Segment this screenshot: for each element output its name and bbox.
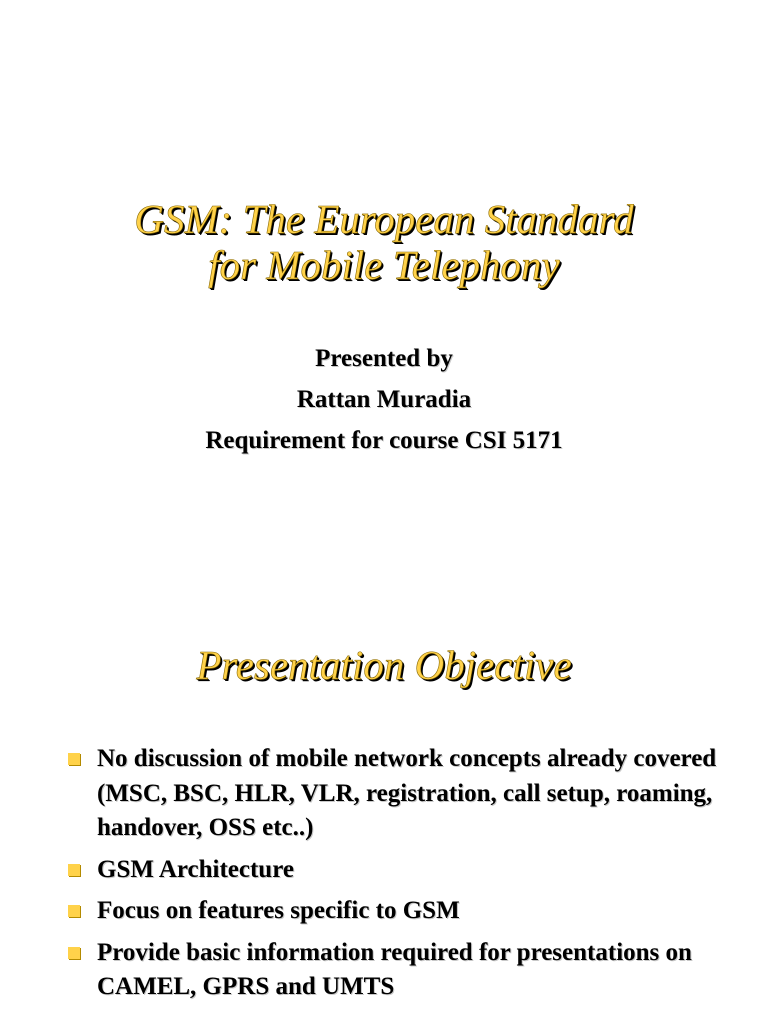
course-requirement: Requirement for course CSI 5171 — [205, 427, 563, 454]
square-bullet-icon — [68, 753, 80, 765]
bullet-text: Provide basic information required for presentations on CAMEL, GPRS and UMTS — [97, 938, 692, 1000]
objective-bullet-list — [64, 742, 754, 1012]
presented-by-label: Presented by — [315, 345, 453, 372]
slide-objective — [0, 600, 768, 1024]
square-bullet-icon — [68, 905, 80, 917]
bullet-text: Focus on features specific to GSM — [97, 897, 460, 924]
square-bullet-icon — [68, 864, 80, 876]
title-line-2: for Mobile Telephony — [208, 242, 560, 288]
slide-title-heading — [0, 196, 768, 288]
bullet-item — [64, 894, 754, 929]
title-line-1: GSM: The European Standard — [134, 196, 634, 242]
presenter-name: Rattan Muradia — [296, 386, 472, 413]
presenter-block — [0, 338, 768, 461]
square-bullet-icon — [68, 947, 80, 959]
bullet-text: GSM Architecture — [97, 855, 294, 883]
objective-heading: Presentation Objective — [196, 642, 572, 688]
bullet-item — [64, 853, 754, 888]
bullet-text: No discussion of mobile network concepts already covered (MSC, BSC, HLR, VLR, registration, call setup, roaming, handover, OSS etc..) — [97, 745, 717, 841]
bullet-item — [64, 742, 754, 846]
bullet-item — [64, 936, 754, 1005]
